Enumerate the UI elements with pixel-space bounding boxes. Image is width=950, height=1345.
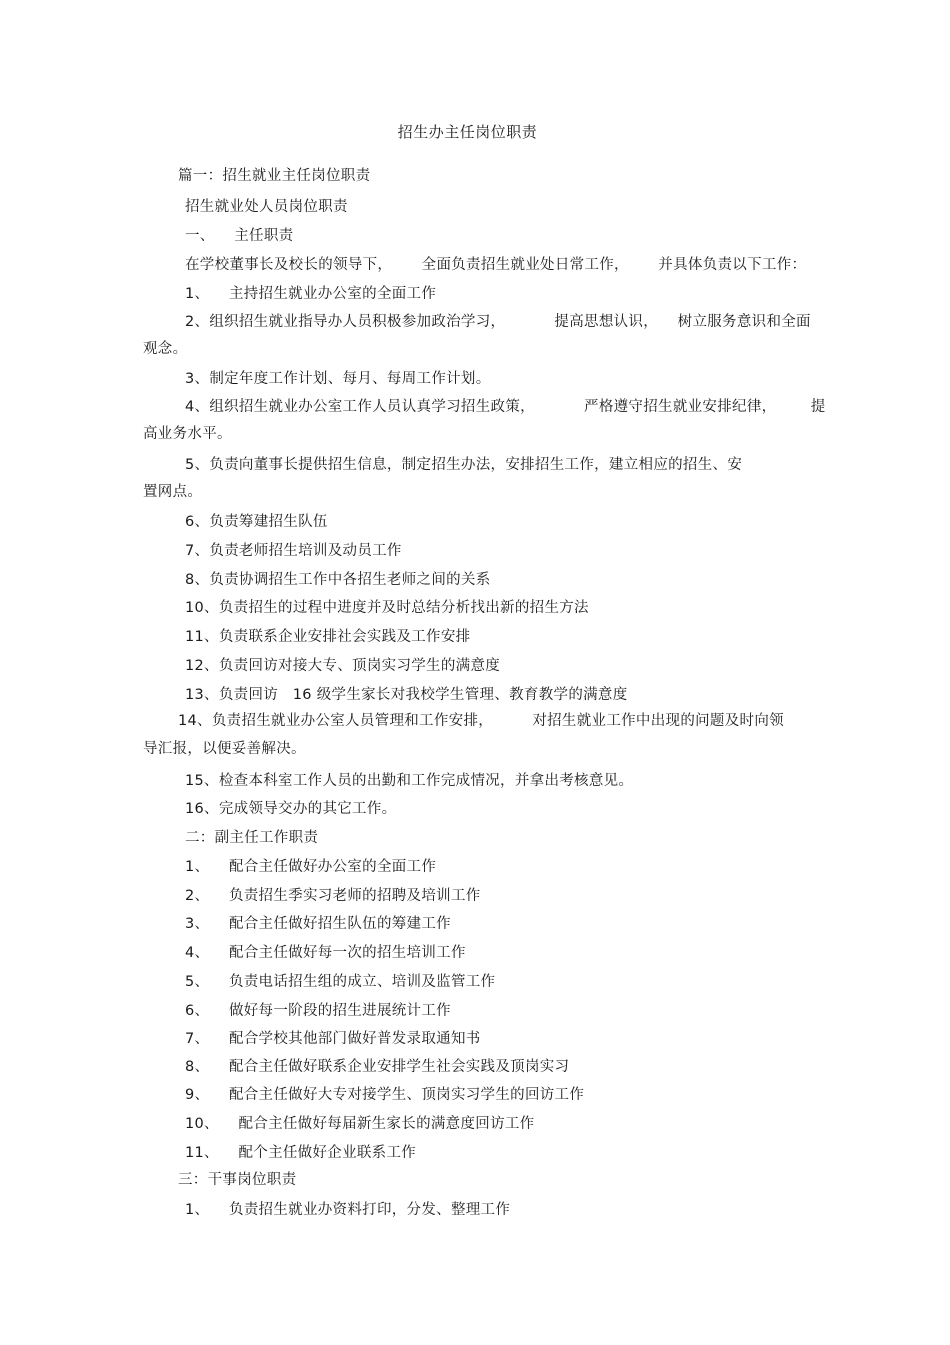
text-line: 1、 主持招生就业办公室的全面工作	[185, 286, 437, 302]
text-line: 10、 配合主任做好每届新生家长的满意度回访工作	[185, 1116, 535, 1132]
text-line: 一、 主任职责	[185, 228, 294, 244]
text-line: 6、负责筹建招生队伍	[185, 514, 328, 530]
text-line: 14、负责招生就业办公室人员管理和工作安排， 对招生就业工作中出现的问题及时向领	[178, 713, 784, 729]
text-line: 置网点。	[143, 484, 203, 500]
text-line: 4、 配合主任做好每一次的招生培训工作	[185, 945, 466, 961]
text-line: 篇一：招生就业主任岗位职责	[178, 168, 371, 184]
text-line: 1、 配合主任做好办公室的全面工作	[185, 859, 437, 875]
text-line: 10、负责招生的过程中进度并及时总结分析找出新的招生方法	[185, 600, 589, 616]
text-line: 高业务水平。	[143, 426, 232, 442]
text-line: 5、 负责电话招生组的成立、培训及监管工作	[185, 974, 496, 990]
text-line: 8、负责协调招生工作中各招生老师之间的关系	[185, 572, 491, 588]
text-line: 11、负责联系企业安排社会实践及工作安排	[185, 629, 471, 645]
text-line: 7、负责老师招生培训及动员工作	[185, 543, 402, 559]
text-line: 8、 配合主任做好联系企业安排学生社会实践及顶岗实习	[185, 1059, 570, 1075]
text-line: 15、检查本科室工作人员的出勤和工作完成情况，并拿出考核意见。	[185, 773, 634, 789]
text-line: 3、 配合主任做好招生队伍的筹建工作	[185, 916, 451, 932]
text-line: 11、 配个主任做好企业联系工作	[185, 1145, 417, 1161]
text-line: 2、 负责招生季实习老师的招聘及培训工作	[185, 888, 481, 904]
document-title: 招生办主任岗位职责	[397, 123, 538, 141]
text-line: 观念。	[143, 341, 188, 357]
text-line: 6、 做好每一阶段的招生进展统计工作	[185, 1003, 451, 1019]
text-line: 13、负责回访 16 级学生家长对我校学生管理、教育教学的满意度	[185, 687, 628, 703]
text-line: 1、 负责招生就业办资料打印，分发、整理工作	[185, 1202, 511, 1218]
text-line: 2、组织招生就业指导办人员积极参加政治学习， 提高思想认识， 树立服务意识和全面	[185, 314, 811, 330]
text-line: 在学校董事长及校长的领导下， 全面负责招生就业处日常工作， 并具体负责以下工作：	[185, 257, 807, 273]
text-line: 二：副主任工作职责	[185, 830, 319, 846]
text-line: 16、完成领导交办的其它工作。	[185, 801, 397, 817]
text-line: 9、 配合主任做好大专对接学生、顶岗实习学生的回访工作	[185, 1087, 585, 1103]
text-line: 12、负责回访对接大专、顶岗实习学生的满意度	[185, 658, 501, 674]
text-line: 7、 配合学校其他部门做好普发录取通知书	[185, 1031, 481, 1047]
text-line: 招生就业处人员岗位职责	[185, 199, 348, 215]
text-line: 3、制定年度工作计划、每月、每周工作计划。	[185, 371, 491, 387]
text-line: 三：干事岗位职责	[178, 1172, 297, 1188]
text-line: 5、负责向董事长提供招生信息，制定招生办法，安排招生工作，建立相应的招生、安	[185, 457, 743, 473]
text-line: 4、组织招生就业办公室工作人员认真学习招生政策， 严格遵守招生就业安排纪律， 提	[185, 399, 826, 415]
text-line: 导汇报，以便妥善解决。	[143, 741, 306, 757]
